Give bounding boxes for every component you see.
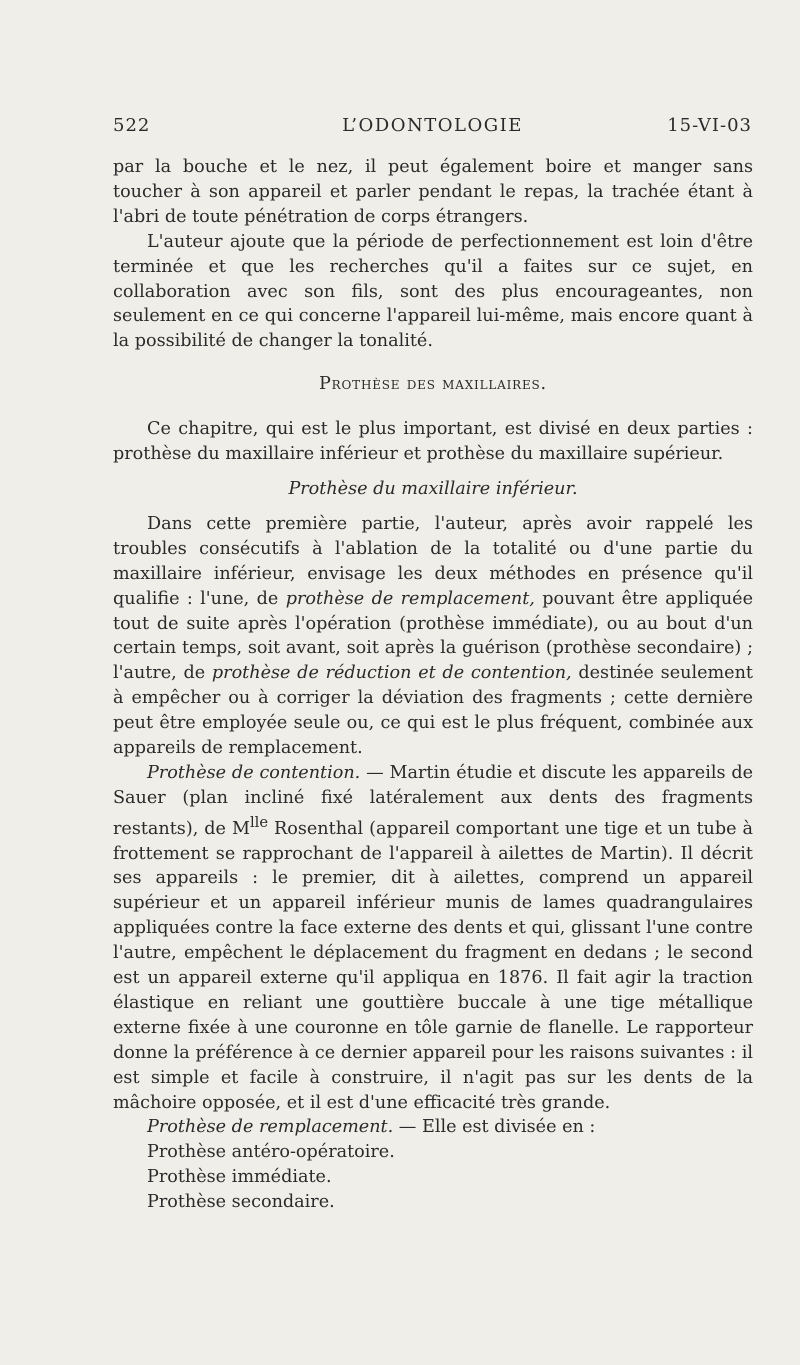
text-run: Dans cette première partie, l'auteur, après avoir rappelé les troubles consécutifs à l'ablation de la totalité ou d'une partie du maxillaire inférieur, envisage les deux méthodes en présence qu'il qualifie : l'une, de [113, 513, 753, 609]
issue-date: 15-VI-03 [667, 115, 752, 136]
superscript: lle [249, 813, 269, 831]
text-run: — Martin étudie et discute les appareils de Sauer (plan incliné fixé latéralement aux dents des fragments restants), de M [113, 762, 753, 839]
list-item: Prothèse antéro-opératoire. [147, 1142, 395, 1163]
list-item: Prothèse secondaire. [147, 1192, 335, 1213]
page-body [113, 155, 753, 1215]
paragraph-continuation: par la bouche et le nez, il peut également boire et manger sans toucher à son appareil et parler pendant le repas, la trachée étant à l'abri de toute pénétration de corps étrangers. [113, 157, 753, 227]
italic-run-in-heading: Prothèse de contention. [147, 762, 361, 783]
subsection-heading: Prothèse du maxillaire inférieur. [288, 478, 578, 499]
paragraph-author-note: L'auteur ajoute que la période de perfectionnement est loin d'être terminée et que les recherches qu'il a faites sur ce sujet, en collaboration avec son fils, sont des plus encourageantes, non seulement en ce qui concerne l'appareil lui-même, mais encore quant à la possibilité de changer la tonalité. [113, 231, 753, 352]
paragraph-contention [113, 761, 753, 1116]
section-heading: Prothèse des maxillaires. [319, 374, 547, 395]
paragraph-remplacement [113, 1115, 753, 1140]
italic-term: prothèse de remplacement, [285, 588, 535, 609]
italic-run-in-heading: Prothèse de remplacement. [147, 1117, 394, 1138]
page-header [113, 115, 752, 145]
paragraph-methods [113, 512, 753, 761]
paragraph-chapter-intro: Ce chapitre, qui est le plus important, est divisé en deux parties : prothèse du maxillaire inférieur et prothèse du maxillaire supérieur. [113, 419, 753, 465]
text-run: destinée seulement à empêcher ou à corriger la déviation des fragments ; cette dernière peut être employée seule ou, ce qui est le plus fréquent, combinée aux appareils de remplacement. [113, 663, 753, 759]
text-run: Rosenthal (appareil comportant une tige et un tube à frottement se rapprochant de l'appareil à ailettes de Martin). Il décrit ses appareils : le premier, dit à ailettes, comprend un appareil supérieur et un appareil inférieur munis de lames quadrangulaires appliquées contre la face externe des dents et qui, glissant l'une contre l'autre, empêchent le déplacement du fragment en dedans ; le second est un appareil externe qu'il appliqua en 1876. Il fait agir la traction élastique en reliant une gouttière buccale à une tige métallique externe fixée à une couronne en tôle garnie de flanelle. Le rapporteur donne la préférence à ce dernier appareil pour les raisons suivantes : il est simple et facile à construire, il n'agit pas sur les dents de la mâchoire opposée, et il est d'une efficacité très grande. [113, 818, 753, 1113]
text-run: — Elle est divisée en : [393, 1117, 596, 1138]
list-item: Prothèse immédiate. [147, 1167, 332, 1188]
running-title: L’ODONTOLOGIE [342, 115, 523, 136]
page-number: 522 [113, 115, 151, 136]
text-run: pouvant être appliquée tout de suite après l'opération (prothèse immédiate), ou au bout d'un certain temps, soit avant, soit après la guérison (prothèse secondaire) ; l'autre, de [113, 588, 753, 684]
italic-term: prothèse de réduction et de contention, [211, 663, 572, 684]
